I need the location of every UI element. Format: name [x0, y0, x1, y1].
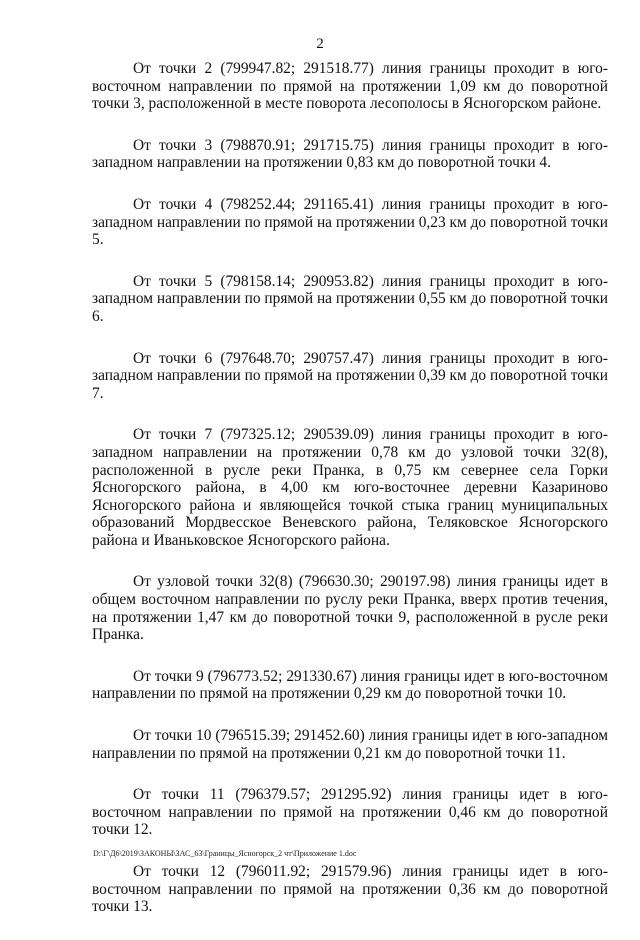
boundary-paragraph-point-11: От точки 11 (796379.57; 291295.92) линия границы идет в юго-восточном направлении по прямой на протяжении 0,46 км до поворотной точки 12.	[92, 786, 608, 839]
boundary-paragraph-point-3: От точки 3 (798870.91; 291715.75) линия границы проходит в юго-западном направлении на протяжении 0,83 км до поворотной точки 4.	[92, 136, 608, 172]
boundary-paragraph-point-4: От точки 4 (798252.44; 291165.41) линия границы проходит в юго-западном направлении по прямой на протяжении 0,23 км до поворотной точки 5.	[92, 195, 608, 249]
page-number: 2	[316, 36, 324, 52]
footer-file-path: D:\Г\Д6\2019\ЗАКОНЫ\ЗАС_63\Границы_Ясногорск_2 чт\Приложение 1.doc	[93, 849, 357, 858]
boundary-paragraph-point-9: От точки 9 (796773.52; 291330.67) линия границы идет в юго-восточном направлении по прямой на протяжении 0,29 км до поворотной точки 10.	[92, 667, 608, 703]
boundary-paragraph-point-5: От точки 5 (798158.14; 290953.82) линия границы проходит в юго-западном направлении по прямой на протяжении 0,55 км до поворотной точки 6.	[92, 272, 608, 325]
boundary-paragraph-point-7: От точки 7 (797325.12; 290539.09) линия границы проходит в юго-западном направлении на протяжении 0,78 км до узловой точки 32(8), расположенной в русле реки Пранка, в 0,75 км севернее села Горки Ясногорского района, в 4,00 км юго-восточнее деревни Казариново Ясногорского района и являющейся точкой стыка границ муниципальных образований Мордвесское Веневского района, Теляковское Ясногорского района и Иваньковское Ясногорского района.	[92, 426, 608, 549]
boundary-paragraph-point-2: От точки 2 (799947.82; 291518.77) линия границы проходит в юго-восточном направлении по прямой на протяжении 1,09 км до поворотной точки 3, расположенной в месте поворота лесополосы в Ясногорском районе.	[92, 60, 608, 113]
boundary-paragraph-point-6: От точки 6 (797648.70; 290757.47) линия границы проходит в юго-западном направлении по прямой на протяжении 0,39 км до поворотной точки 7.	[92, 349, 608, 402]
boundary-paragraph-point-10: От точки 10 (796515.39; 291452.60) линия границы идет в юго-западном направлении по прямой на протяжении 0,21 км до поворотной точки 11.	[92, 727, 608, 762]
document-body	[92, 60, 608, 940]
boundary-paragraph-node-32-8: От узловой точки 32(8) (796630.30; 290197.98) линия границы идет в общем восточном направлении по руслу реки Пранка, вверх против течения, на протяжении 1,47 км до поворотной точки 9, расположенной в русле реки Пранка.	[92, 573, 608, 644]
boundary-paragraph-point-12: От точки 12 (796011.92; 291579.96) линия границы идет в юго-восточном направлении по прямой на протяжении 0,36 км до поворотной точки 13.	[92, 863, 608, 916]
